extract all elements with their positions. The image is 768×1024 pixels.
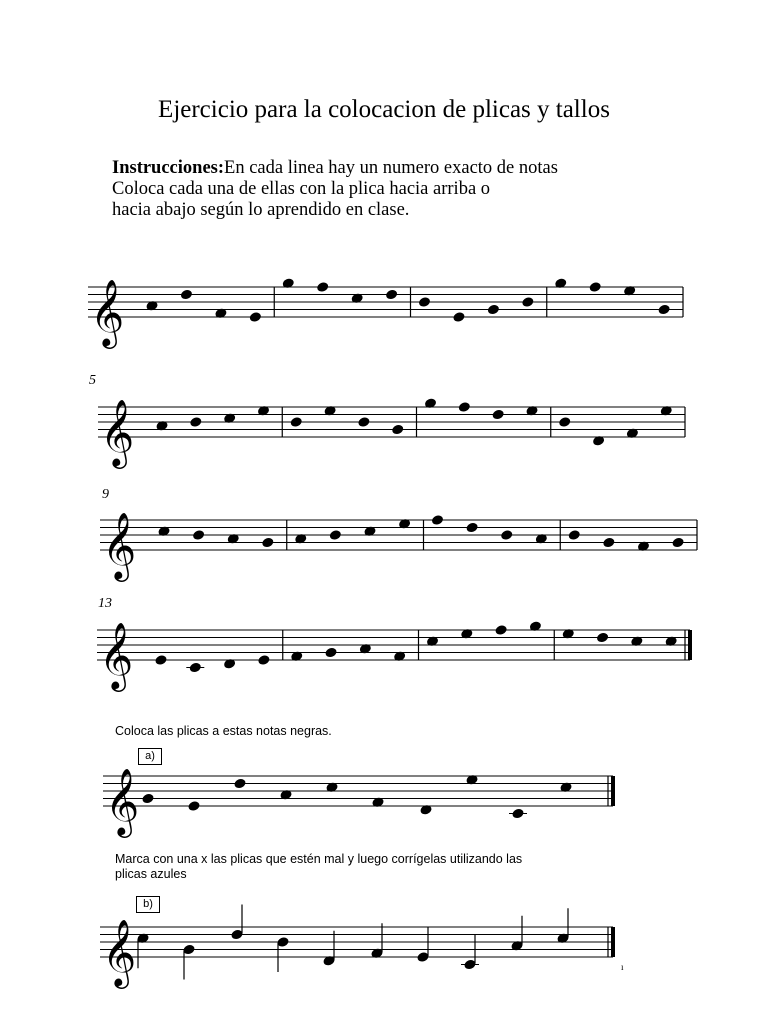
treble-clef-icon: 𝄞: [102, 511, 137, 579]
note-head: [393, 650, 407, 662]
note-head: [187, 800, 201, 812]
note-head: [567, 529, 581, 541]
note-head: [657, 303, 671, 315]
exercise-b-heading-line-1: Marca con una x las plicas que estén mal y luego corrígelas utilizando las: [115, 852, 523, 866]
note-head: [233, 777, 247, 789]
note-head: [424, 397, 438, 409]
note-head: [257, 405, 271, 417]
note-head: [465, 521, 479, 533]
note-head: [494, 624, 508, 636]
instructions-line-2: Coloca cada una de ellas con la plica hacia arriba o: [112, 179, 491, 199]
measure-number-9: 9: [102, 487, 109, 502]
note-head: [521, 296, 535, 308]
note-head: [281, 277, 295, 289]
note-head: [637, 540, 651, 552]
measure-number-13: 13: [98, 596, 112, 611]
note-head: [350, 292, 364, 304]
note-head: [188, 661, 202, 673]
note-head: [357, 416, 371, 428]
note-head: [558, 416, 572, 428]
instructions-label: Instrucciones:: [112, 158, 225, 178]
note-head: [559, 781, 573, 793]
note-head: [602, 536, 616, 548]
note-head: [257, 654, 271, 666]
note-head: [249, 311, 263, 323]
note-head: [426, 635, 440, 647]
exercise-a-heading: Coloca las plicas a estas notas negras.: [115, 724, 332, 738]
exercise-b-heading-line-2: plicas azules: [115, 867, 187, 881]
note-head: [664, 635, 678, 647]
note-head: [325, 781, 339, 793]
note-head: [626, 427, 640, 439]
note-head: [290, 650, 304, 662]
note-head: [659, 405, 673, 417]
note-head: [223, 412, 237, 424]
note-head: [180, 288, 194, 300]
instructions-line-3: hacia abajo según lo aprendido en clase.: [112, 200, 410, 220]
note-head: [452, 311, 466, 323]
note-head: [289, 416, 303, 428]
note-head: [155, 420, 169, 432]
note-head: [157, 525, 171, 537]
exercise-b-label: b): [136, 896, 160, 913]
treble-clef-icon: 𝄞: [100, 398, 135, 466]
note-head: [458, 401, 472, 413]
note-head: [592, 435, 606, 447]
note-head: [323, 405, 337, 417]
note-head: [487, 303, 501, 315]
note-head: [630, 635, 644, 647]
treble-clef-icon: 𝄞: [102, 918, 137, 986]
note-head: [141, 792, 155, 804]
note-head: [596, 631, 610, 643]
exercise-a-label: a): [138, 748, 162, 765]
note-head: [261, 536, 275, 548]
stray-mark: ı: [621, 962, 624, 972]
note-head: [294, 533, 308, 545]
note-head: [391, 423, 405, 435]
note-head: [418, 296, 432, 308]
note-head: [561, 628, 575, 640]
note-head: [226, 533, 240, 545]
treble-clef-icon: 𝄞: [105, 767, 140, 835]
note-head: [279, 789, 293, 801]
note-head: [189, 416, 203, 428]
note-head: [460, 628, 474, 640]
note-head: [359, 643, 373, 655]
note-head: [491, 408, 505, 420]
note-head: [192, 529, 206, 541]
note-head: [588, 281, 602, 293]
note-head: [431, 514, 445, 526]
note-head: [671, 536, 685, 548]
page-title: Ejercicio para la colocacion de plicas y tallos: [158, 96, 610, 123]
note-head: [385, 288, 399, 300]
note-head: [398, 518, 412, 530]
treble-clef-icon: 𝄞: [99, 621, 134, 689]
treble-clef-icon: 𝄞: [90, 278, 125, 346]
note-head: [419, 804, 433, 816]
note-head: [623, 285, 637, 297]
note-head: [316, 281, 330, 293]
note-head: [535, 533, 549, 545]
note-head: [223, 658, 237, 670]
note-head: [554, 277, 568, 289]
note-head: [529, 620, 543, 632]
note-head: [154, 654, 168, 666]
note-head: [214, 307, 228, 319]
note-head: [511, 807, 525, 819]
note-head: [465, 774, 479, 786]
note-head: [324, 646, 338, 658]
note-head: [371, 796, 385, 808]
measure-number-5: 5: [89, 373, 96, 388]
note-head: [363, 525, 377, 537]
note-head: [329, 529, 343, 541]
note-head: [525, 405, 539, 417]
note-head: [145, 300, 159, 312]
note-head: [500, 529, 514, 541]
instructions-line-1: En cada linea hay un numero exacto de notas: [224, 158, 558, 178]
